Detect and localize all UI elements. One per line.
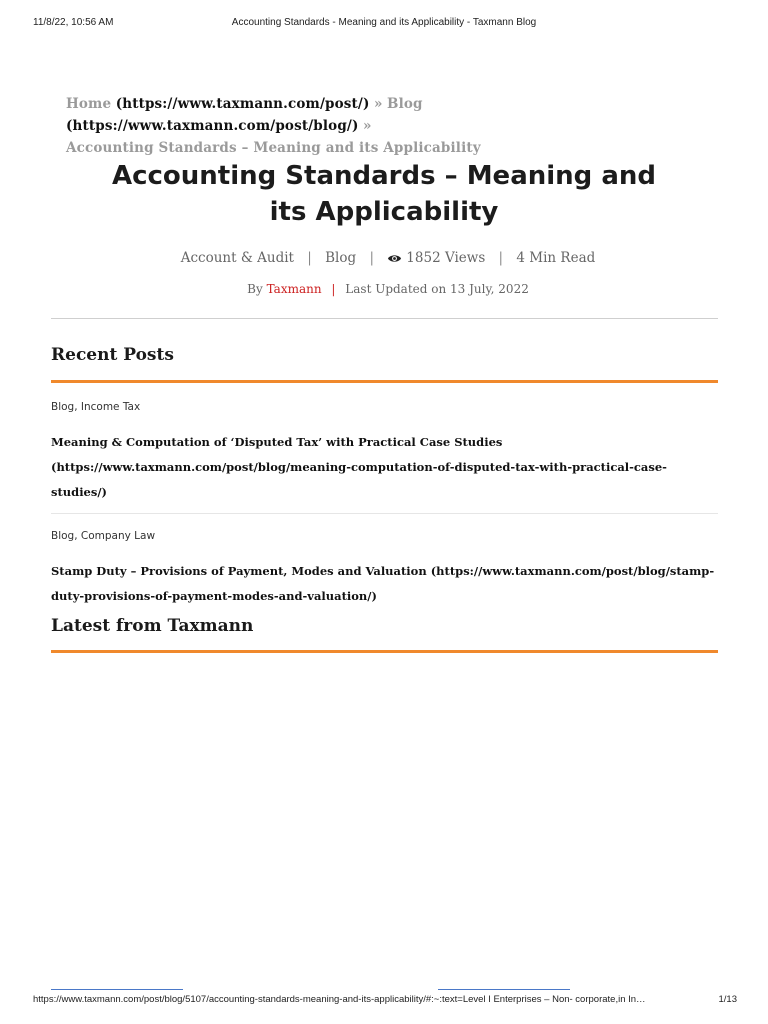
recent-post-url[interactable]: (https://www.taxmann.com/post/blog/stamp-duty-provisions-of-payment-modes-and-valuation/): [51, 564, 715, 603]
recent-post-url[interactable]: (https://www.taxmann.com/post/blog/meaning-computation-of-disputed-tax-with-practical-case-studies/): [51, 460, 667, 499]
print-header: [0, 17, 768, 33]
post-meta: [0, 250, 768, 268]
breadcrumb-blog-link[interactable]: Blog: [387, 96, 423, 112]
breadcrumb-separator: »: [374, 96, 383, 112]
breadcrumb-separator: »: [363, 118, 372, 134]
print-datetime: 11/8/22, 10:56 AM: [33, 17, 114, 28]
byline-divider: |: [331, 282, 336, 296]
breadcrumb: [66, 93, 716, 159]
latest-heading: Latest from Taxmann: [51, 616, 254, 636]
print-footer: [33, 994, 737, 1010]
recent-posts-underline: [51, 380, 718, 383]
post-type-link[interactable]: Blog: [325, 250, 357, 266]
breadcrumb-blog-url[interactable]: (https://www.taxmann.com/post/blog/): [66, 118, 359, 134]
post-read-time: 4 Min Read: [516, 250, 596, 266]
post-views: 1852 Views: [406, 250, 486, 266]
recent-posts-heading: Recent Posts: [51, 345, 174, 365]
breadcrumb-home-url[interactable]: (https://www.taxmann.com/post/): [115, 96, 370, 112]
footer-link-underline[interactable]: [51, 989, 183, 990]
recent-post-categories[interactable]: Blog, Income Tax: [51, 401, 141, 413]
page-title: Accounting Standards – Meaning and its Applicability: [111, 161, 657, 227]
recent-post-link[interactable]: [51, 559, 718, 609]
post-category-link[interactable]: Account & Audit: [180, 250, 294, 266]
recent-post-link[interactable]: [51, 430, 718, 505]
by-label: By: [247, 282, 263, 296]
recent-post-divider: [51, 513, 718, 514]
latest-underline: [51, 650, 718, 653]
recent-post-title[interactable]: Meaning & Computation of ‘Disputed Tax’ with Practical Case Studies: [51, 435, 503, 449]
breadcrumb-home-link[interactable]: Home: [66, 96, 112, 112]
last-updated: Last Updated on 13 July, 2022: [345, 282, 529, 296]
meta-divider: |: [307, 250, 312, 266]
print-page-title: Accounting Standards - Meaning and its Applicability - Taxmann Blog: [231, 17, 537, 28]
footer-link-underline[interactable]: [438, 989, 570, 990]
meta-divider: |: [498, 250, 504, 266]
meta-divider: |: [369, 250, 374, 266]
author-link[interactable]: Taxmann: [266, 282, 322, 296]
recent-post-title[interactable]: Stamp Duty – Provisions of Payment, Modes and Valuation: [51, 564, 427, 578]
recent-post-categories[interactable]: Blog, Company Law: [51, 530, 156, 542]
print-page-number: 1/13: [718, 994, 737, 1005]
post-byline: [0, 282, 768, 296]
content-divider: [51, 318, 718, 319]
breadcrumb-current: Accounting Standards – Meaning and its Applicability: [66, 140, 481, 156]
eye-icon: [387, 252, 402, 268]
print-footer-url: https://www.taxmann.com/post/blog/5107/accounting-standards-meaning-and-its-applicability/#:~:text=Level I Enterprises – Non- corporate,in In…: [33, 994, 646, 1005]
